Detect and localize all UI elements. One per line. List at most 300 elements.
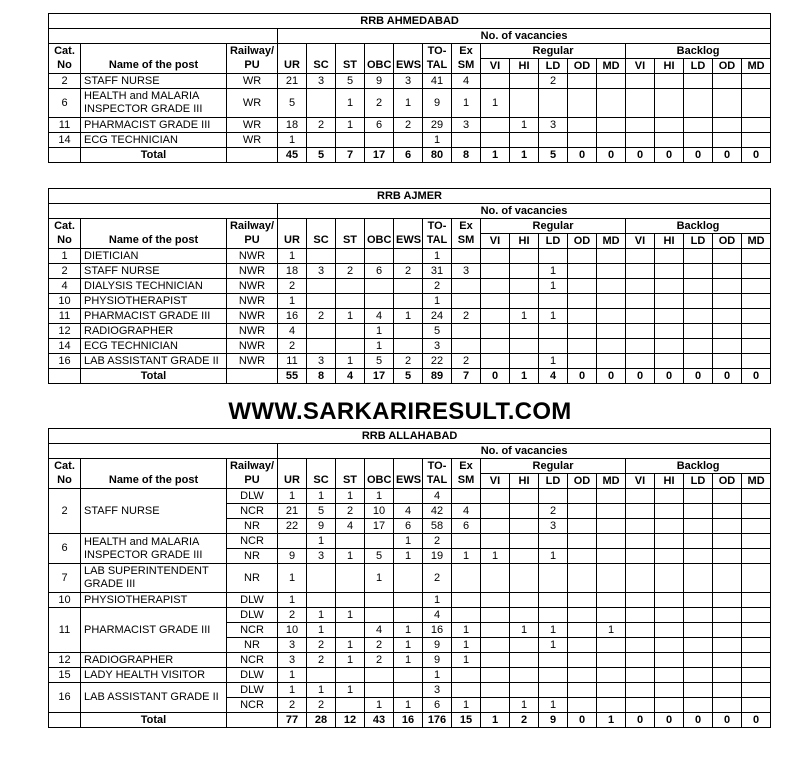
vacancy-count: 16 <box>423 623 452 638</box>
vacancy-count <box>655 668 684 683</box>
name-header-blank <box>81 44 227 59</box>
column-header: OBC <box>365 474 394 489</box>
vacancy-count <box>597 489 626 504</box>
vacancy-count: 2 <box>307 118 336 133</box>
name-header-blank <box>81 219 227 234</box>
vacancy-count <box>713 683 742 698</box>
vacancy-count <box>742 309 771 324</box>
total-value: 89 <box>423 369 452 384</box>
vacancy-count: 1 <box>539 623 568 638</box>
column-header: TAL <box>423 234 452 249</box>
vacancy-count <box>742 549 771 564</box>
total-value: 0 <box>655 369 684 384</box>
vacancy-count <box>510 564 539 593</box>
vacancy-count <box>481 279 510 294</box>
vacancy-count: 4 <box>452 74 481 89</box>
vacancy-count: 1 <box>394 698 423 713</box>
vacancy-count: 1 <box>394 638 423 653</box>
vacancy-count <box>655 74 684 89</box>
header-blank <box>49 444 278 459</box>
vacancy-count <box>481 623 510 638</box>
railway-header: Railway/ <box>227 459 278 474</box>
vacancy-count: 4 <box>423 608 452 623</box>
vacancy-count <box>626 324 655 339</box>
vacancy-count: 5 <box>307 504 336 519</box>
vacancy-count: 1 <box>365 339 394 354</box>
railway-pu: WR <box>227 133 278 148</box>
vacancy-count <box>626 89 655 118</box>
table-title: RRB AJMER <box>49 189 771 204</box>
vacancy-count: 3 <box>452 264 481 279</box>
vacancy-count <box>481 564 510 593</box>
cat-no: 11 <box>49 608 81 653</box>
vacancy-count <box>452 534 481 549</box>
cat-no: 11 <box>49 118 81 133</box>
vacancy-count <box>684 133 713 148</box>
post-name: PHYSIOTHERAPIST <box>81 294 227 309</box>
vacancy-count <box>626 309 655 324</box>
total-value: 0 <box>655 713 684 728</box>
vacancy-count <box>684 638 713 653</box>
total-value: 1 <box>481 148 510 163</box>
vacancy-count <box>597 504 626 519</box>
vacancy-count: 6 <box>394 519 423 534</box>
vacancy-count: 1 <box>336 653 365 668</box>
total-value: 12 <box>336 713 365 728</box>
vacancy-count: 1 <box>307 623 336 638</box>
cat-no: 7 <box>49 564 81 593</box>
vacancy-count <box>452 489 481 504</box>
vacancy-count <box>597 549 626 564</box>
vacancy-count <box>510 294 539 309</box>
vacancy-count: 2 <box>278 698 307 713</box>
railway-header: Railway/ <box>227 219 278 234</box>
vacancy-count <box>655 324 684 339</box>
vacancy-count: 6 <box>423 698 452 713</box>
post-name: RADIOGRAPHER <box>81 324 227 339</box>
railway-pu: NCR <box>227 504 278 519</box>
column-header: VI <box>481 474 510 489</box>
total-value: 4 <box>336 369 365 384</box>
column-header: MD <box>742 474 771 489</box>
table-row <box>49 534 771 549</box>
header-blank <box>365 219 394 234</box>
vacancy-count <box>597 519 626 534</box>
vacancy-count <box>568 564 597 593</box>
column-header: ST <box>336 474 365 489</box>
vacancy-count: 1 <box>278 593 307 608</box>
total-value: 0 <box>568 369 597 384</box>
total-value: 0 <box>568 713 597 728</box>
name-header: Name of the post <box>81 474 227 489</box>
column-header: HI <box>655 474 684 489</box>
vacancy-count: 5 <box>278 89 307 118</box>
vacancy-count <box>655 593 684 608</box>
vacancy-count <box>597 249 626 264</box>
table-row <box>49 593 771 608</box>
column-header: EWS <box>394 474 423 489</box>
vacancy-count <box>365 608 394 623</box>
header-row <box>49 219 771 234</box>
vacancy-count <box>655 133 684 148</box>
vacancy-count <box>655 309 684 324</box>
header-blank <box>336 44 365 59</box>
railway-pu: NCR <box>227 698 278 713</box>
watermark-text: WWW.SARKARIRESULT.COM <box>228 398 572 425</box>
name-header: Name of the post <box>81 59 227 74</box>
vacancy-count <box>713 294 742 309</box>
table-title: RRB AHMEDABAD <box>49 14 771 29</box>
table-row <box>49 324 771 339</box>
vacancy-count <box>365 133 394 148</box>
vacancy-count <box>713 324 742 339</box>
vacancy-count <box>481 698 510 713</box>
column-header: ST <box>336 234 365 249</box>
vacancy-count: 1 <box>336 309 365 324</box>
vacancy-count: 2 <box>307 698 336 713</box>
vacancy-count <box>626 549 655 564</box>
pu-header: PU <box>227 234 278 249</box>
header-blank <box>278 459 307 474</box>
vacancy-count <box>742 324 771 339</box>
railway-pu: DLW <box>227 683 278 698</box>
pu-header: PU <box>227 59 278 74</box>
table-title-row <box>49 14 771 29</box>
no-of-vacancies-header: No. of vacancies <box>278 444 771 459</box>
cat-no: 14 <box>49 339 81 354</box>
cat-no: 12 <box>49 324 81 339</box>
vacancy-count <box>684 504 713 519</box>
vacancy-count <box>336 534 365 549</box>
vacancy-count <box>394 564 423 593</box>
vacancy-count <box>626 354 655 369</box>
vacancy-count <box>394 593 423 608</box>
railway-pu: WR <box>227 74 278 89</box>
vacancy-count <box>568 118 597 133</box>
post-name: DIETICIAN <box>81 249 227 264</box>
vacancy-count: 21 <box>278 74 307 89</box>
table-row <box>49 339 771 354</box>
vacancy-count <box>539 339 568 354</box>
vacancy-count: 2 <box>539 74 568 89</box>
column-header: OD <box>713 474 742 489</box>
vacancy-count <box>684 489 713 504</box>
vacancy-count <box>568 294 597 309</box>
vacancy-count: 2 <box>423 534 452 549</box>
no-of-vacancies-header: No. of vacancies <box>278 29 771 44</box>
vacancy-count <box>307 324 336 339</box>
total-value: 77 <box>278 713 307 728</box>
vacancy-count <box>452 593 481 608</box>
vacancy-count: 3 <box>423 683 452 698</box>
vacancy-count: 6 <box>452 519 481 534</box>
vacancy-count <box>510 249 539 264</box>
column-header: SM <box>452 474 481 489</box>
vacancy-count <box>394 683 423 698</box>
total-value: 1 <box>510 369 539 384</box>
vacancy-count <box>626 593 655 608</box>
total-value: 8 <box>307 369 336 384</box>
vacancy-count <box>510 264 539 279</box>
post-name: PHYSIOTHERAPIST <box>81 593 227 608</box>
header-row <box>49 234 771 249</box>
vacancy-count: 1 <box>365 324 394 339</box>
vacancy-count <box>713 354 742 369</box>
vacancy-count <box>452 683 481 698</box>
vacancy-count: 1 <box>423 294 452 309</box>
vacancy-count: 2 <box>423 279 452 294</box>
vacancy-count: 2 <box>365 638 394 653</box>
column-header: SM <box>452 234 481 249</box>
vacancy-count <box>742 74 771 89</box>
column-header: EWS <box>394 234 423 249</box>
vacancy-count: 1 <box>278 489 307 504</box>
header-blank <box>394 459 423 474</box>
vacancy-count: 2 <box>452 309 481 324</box>
railway-pu: DLW <box>227 593 278 608</box>
vacancy-count <box>365 249 394 264</box>
vacancy-count <box>539 249 568 264</box>
vacancy-count <box>626 683 655 698</box>
table-row <box>49 89 771 118</box>
vacancy-count <box>713 74 742 89</box>
vacancy-count: 3 <box>278 638 307 653</box>
vacancy-count <box>597 653 626 668</box>
vacancy-count <box>481 534 510 549</box>
vacancy-count: 1 <box>394 653 423 668</box>
rrb-ahmedabad-table <box>48 13 771 163</box>
vacancy-count <box>568 638 597 653</box>
vacancy-count <box>655 519 684 534</box>
vacancy-count <box>539 324 568 339</box>
vacancy-count <box>626 608 655 623</box>
vacancy-count <box>684 354 713 369</box>
vacancy-count: 1 <box>539 309 568 324</box>
vacancy-count <box>394 489 423 504</box>
total-value: 7 <box>452 369 481 384</box>
vacancy-count: 2 <box>307 653 336 668</box>
vacancy-count: 16 <box>278 309 307 324</box>
vacancy-count <box>684 264 713 279</box>
vacancy-count: 1 <box>336 118 365 133</box>
vacancy-count <box>307 279 336 294</box>
post-name: STAFF NURSE <box>81 264 227 279</box>
vacancy-count: 3 <box>452 118 481 133</box>
vacancy-count <box>713 279 742 294</box>
vacancy-count: 1 <box>539 354 568 369</box>
railway-pu: NR <box>227 638 278 653</box>
vacancy-count: 1 <box>539 549 568 564</box>
vacancy-count <box>626 698 655 713</box>
vacancy-count <box>481 593 510 608</box>
vacancy-count <box>568 534 597 549</box>
vacancy-count <box>655 264 684 279</box>
vacancy-count <box>452 608 481 623</box>
vacancy-count <box>481 519 510 534</box>
header-blank <box>49 204 278 219</box>
vacancy-count <box>336 324 365 339</box>
vacancy-count <box>597 89 626 118</box>
vacancy-count <box>626 638 655 653</box>
total-row <box>49 713 771 728</box>
vacancy-count <box>655 534 684 549</box>
vacancy-count: 18 <box>278 264 307 279</box>
total-value: 0 <box>713 148 742 163</box>
vacancy-count: 1 <box>452 638 481 653</box>
total-blank <box>49 369 81 384</box>
vacancy-count <box>742 608 771 623</box>
ex-sm-header: Ex <box>452 219 481 234</box>
total-row <box>49 369 771 384</box>
pu-header: PU <box>227 474 278 489</box>
header-row <box>49 59 771 74</box>
total-blank <box>227 148 278 163</box>
cat-header: Cat. <box>49 44 81 59</box>
vacancy-count <box>568 89 597 118</box>
vacancy-count <box>481 324 510 339</box>
vacancy-count <box>742 519 771 534</box>
vacancy-count: 1 <box>539 264 568 279</box>
railway-pu: NWR <box>227 339 278 354</box>
total-value: 0 <box>597 369 626 384</box>
vacancy-count: 4 <box>423 489 452 504</box>
total-value: 17 <box>365 369 394 384</box>
total-value: 28 <box>307 713 336 728</box>
table-row <box>49 668 771 683</box>
vacancy-count <box>684 339 713 354</box>
vacancy-count: 9 <box>307 519 336 534</box>
total-blank <box>49 148 81 163</box>
total-value: 0 <box>684 148 713 163</box>
vacancy-count <box>626 118 655 133</box>
vacancy-count <box>539 683 568 698</box>
column-header: MD <box>742 59 771 74</box>
vacancy-count: 5 <box>365 549 394 564</box>
vacancy-count <box>742 653 771 668</box>
total-value: 0 <box>713 369 742 384</box>
vacancy-count <box>742 264 771 279</box>
vacancy-count <box>597 668 626 683</box>
total-value: 5 <box>394 369 423 384</box>
backlog-header: Backlog <box>626 459 771 474</box>
column-header: OD <box>568 59 597 74</box>
vacancy-count <box>452 133 481 148</box>
column-header: LD <box>684 234 713 249</box>
vacancy-count <box>336 668 365 683</box>
table-row <box>49 279 771 294</box>
vacancy-count <box>684 564 713 593</box>
cat-no: 10 <box>49 593 81 608</box>
vacancy-count <box>742 249 771 264</box>
total-value: 4 <box>539 369 568 384</box>
vacancy-count: 19 <box>423 549 452 564</box>
vacancy-count: 1 <box>452 89 481 118</box>
vacancy-count: 18 <box>278 118 307 133</box>
cat-no: 6 <box>49 89 81 118</box>
post-name: HEALTH and MALARIA INSPECTOR GRADE III <box>81 534 227 564</box>
vacancy-count: 2 <box>423 564 452 593</box>
vacancy-count: 4 <box>365 623 394 638</box>
vacancy-count <box>394 668 423 683</box>
total-blank <box>227 713 278 728</box>
table-title: RRB ALLAHABAD <box>49 429 771 444</box>
cat-no: 16 <box>49 683 81 713</box>
vacancy-count: 1 <box>510 118 539 133</box>
railway-pu: DLW <box>227 608 278 623</box>
backlog-header: Backlog <box>626 44 771 59</box>
vacancy-count: 1 <box>307 489 336 504</box>
column-header: EWS <box>394 59 423 74</box>
vacancy-count <box>539 564 568 593</box>
vacancy-count <box>510 534 539 549</box>
vacancy-count <box>713 638 742 653</box>
railway-pu: NR <box>227 519 278 534</box>
vacancy-count <box>684 309 713 324</box>
column-header: ST <box>336 59 365 74</box>
vacancy-count <box>481 683 510 698</box>
table-row <box>49 133 771 148</box>
total-value: 8 <box>452 148 481 163</box>
vacancy-count <box>713 504 742 519</box>
total-value: 0 <box>568 148 597 163</box>
railway-pu: NR <box>227 564 278 593</box>
vacancy-count: 22 <box>423 354 452 369</box>
vacancy-count <box>597 294 626 309</box>
total-blank <box>49 713 81 728</box>
vacancy-count <box>655 294 684 309</box>
post-name: ECG TECHNICIAN <box>81 339 227 354</box>
vacancy-count <box>655 653 684 668</box>
vacancy-count: 2 <box>365 89 394 118</box>
total-value: 16 <box>394 713 423 728</box>
vacancy-count <box>626 489 655 504</box>
table-row <box>49 653 771 668</box>
vacancy-count <box>365 294 394 309</box>
header-blank <box>307 219 336 234</box>
railway-pu: NCR <box>227 534 278 549</box>
vacancy-count <box>394 324 423 339</box>
vacancy-count <box>655 683 684 698</box>
vacancy-count <box>742 564 771 593</box>
column-header: OD <box>713 234 742 249</box>
vacancy-count: 5 <box>365 354 394 369</box>
column-header: HI <box>510 234 539 249</box>
vacancy-count <box>742 504 771 519</box>
vacancy-count <box>655 89 684 118</box>
header-row <box>49 29 771 44</box>
vacancy-count <box>481 74 510 89</box>
total-value: 15 <box>452 713 481 728</box>
header-blank <box>278 219 307 234</box>
vacancy-count <box>336 249 365 264</box>
vacancy-count <box>510 653 539 668</box>
vacancy-count <box>742 294 771 309</box>
railway-pu: NWR <box>227 264 278 279</box>
vacancy-count: 1 <box>278 683 307 698</box>
vacancy-count: 2 <box>365 653 394 668</box>
vacancy-count: 3 <box>539 519 568 534</box>
vacancy-count: 1 <box>510 309 539 324</box>
vacancy-count <box>742 593 771 608</box>
total-value: 80 <box>423 148 452 163</box>
vacancy-count <box>365 593 394 608</box>
vacancy-count: 1 <box>452 549 481 564</box>
vacancy-count: 1 <box>539 638 568 653</box>
vacancy-count <box>742 89 771 118</box>
vacancy-count <box>597 683 626 698</box>
railway-pu: NWR <box>227 249 278 264</box>
vacancy-count <box>684 118 713 133</box>
